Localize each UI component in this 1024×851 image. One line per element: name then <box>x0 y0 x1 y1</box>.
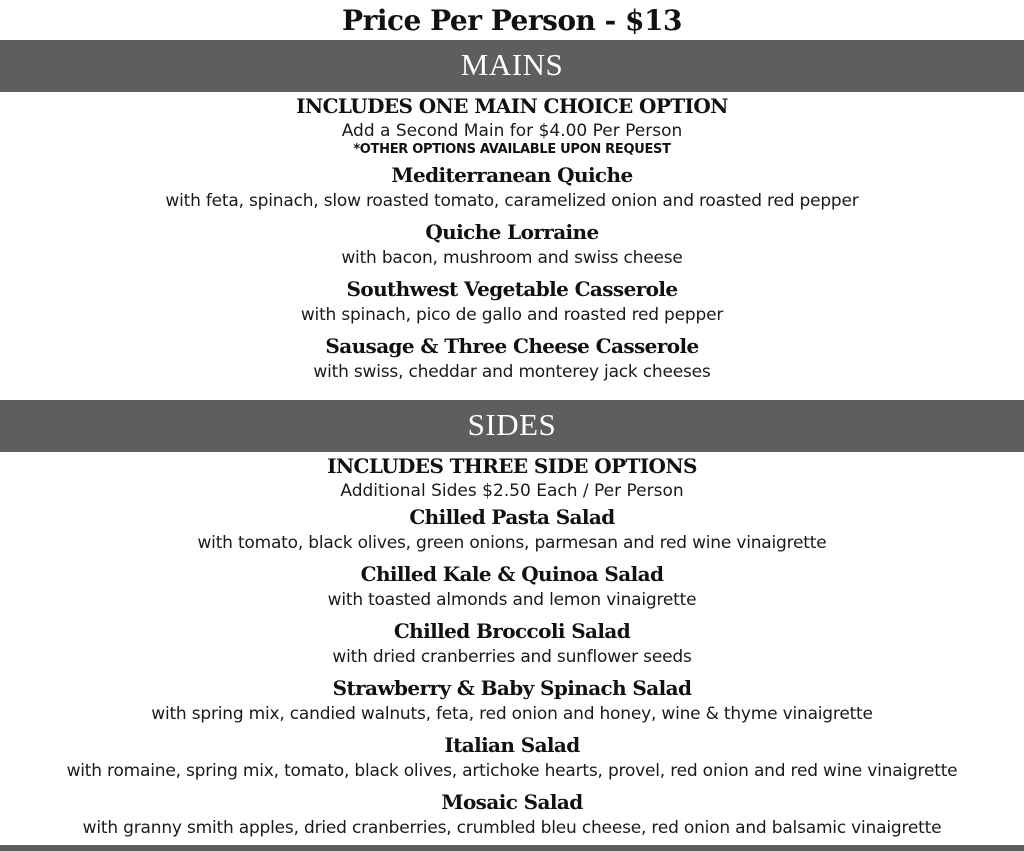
menu-item <box>0 673 1024 730</box>
menu-item-description: with romaine, spring mix, tomato, black olives, artichoke hearts, provel, red onion and red wine vinaigrette <box>66 761 958 781</box>
menu-item <box>0 274 1024 331</box>
menu-item-description: with swiss, cheddar and monterey jack cheeses <box>313 362 711 382</box>
menu-item-name: Mosaic Salad <box>441 790 583 814</box>
menu-item <box>0 730 1024 787</box>
sides-heading: SIDES <box>0 400 1024 452</box>
mains-heading: MAINS <box>0 40 1024 92</box>
menu-item-name: Chilled Broccoli Salad <box>393 619 631 643</box>
menu-item-description: with spinach, pico de gallo and roasted red pepper <box>300 305 724 325</box>
menu-item <box>0 616 1024 673</box>
menu-item-name: Chilled Pasta Salad <box>409 505 615 529</box>
mains-section <box>0 92 1024 388</box>
sides-includes: INCLUDES THREE SIDE OPTIONS <box>327 454 697 478</box>
mains-add-note: Add a Second Main for $4.00 Per Person <box>341 121 683 141</box>
menu-item-name: Italian Salad <box>444 733 580 757</box>
menu-item-name: Chilled Kale & Quinoa Salad <box>360 562 664 586</box>
menu-item <box>0 787 1024 844</box>
menu-item <box>0 160 1024 217</box>
bottom-divider <box>0 845 1024 851</box>
menu-item <box>0 559 1024 616</box>
menu-item <box>0 217 1024 274</box>
sides-add-note: Additional Sides $2.50 Each / Per Person <box>340 481 684 501</box>
menu-item-description: with spring mix, candied walnuts, feta, red onion and honey, wine & thyme vinaigrette <box>151 704 873 724</box>
menu-item-description: with tomato, black olives, green onions, parmesan and red wine vinaigrette <box>197 533 827 553</box>
sides-section <box>0 452 1024 844</box>
menu-item-name: Strawberry & Baby Spinach Salad <box>332 676 692 700</box>
mains-other-options-note: *OTHER OPTIONS AVAILABLE UPON REQUEST <box>353 142 671 157</box>
menu-item-description: with toasted almonds and lemon vinaigrette <box>327 590 697 610</box>
menu-item-name: Sausage & Three Cheese Casserole <box>325 334 699 358</box>
menu-item <box>0 502 1024 559</box>
menu-item-name: Southwest Vegetable Casserole <box>346 277 678 301</box>
mains-includes: INCLUDES ONE MAIN CHOICE OPTION <box>296 94 728 118</box>
menu-item <box>0 331 1024 388</box>
menu-item-description: with dried cranberries and sunflower seeds <box>332 647 692 667</box>
price-per-person-title: Price Per Person - $13 <box>342 4 682 37</box>
menu-item-name: Mediterranean Quiche <box>391 163 633 187</box>
menu-item-description: with bacon, mushroom and swiss cheese <box>341 248 683 268</box>
menu-item-name: Quiche Lorraine <box>425 220 599 244</box>
menu-item-description: with feta, spinach, slow roasted tomato, caramelized onion and roasted red pepper <box>165 191 859 211</box>
menu-item-description: with granny smith apples, dried cranberries, crumbled bleu cheese, red onion and balsamic vinaigrette <box>82 818 942 838</box>
